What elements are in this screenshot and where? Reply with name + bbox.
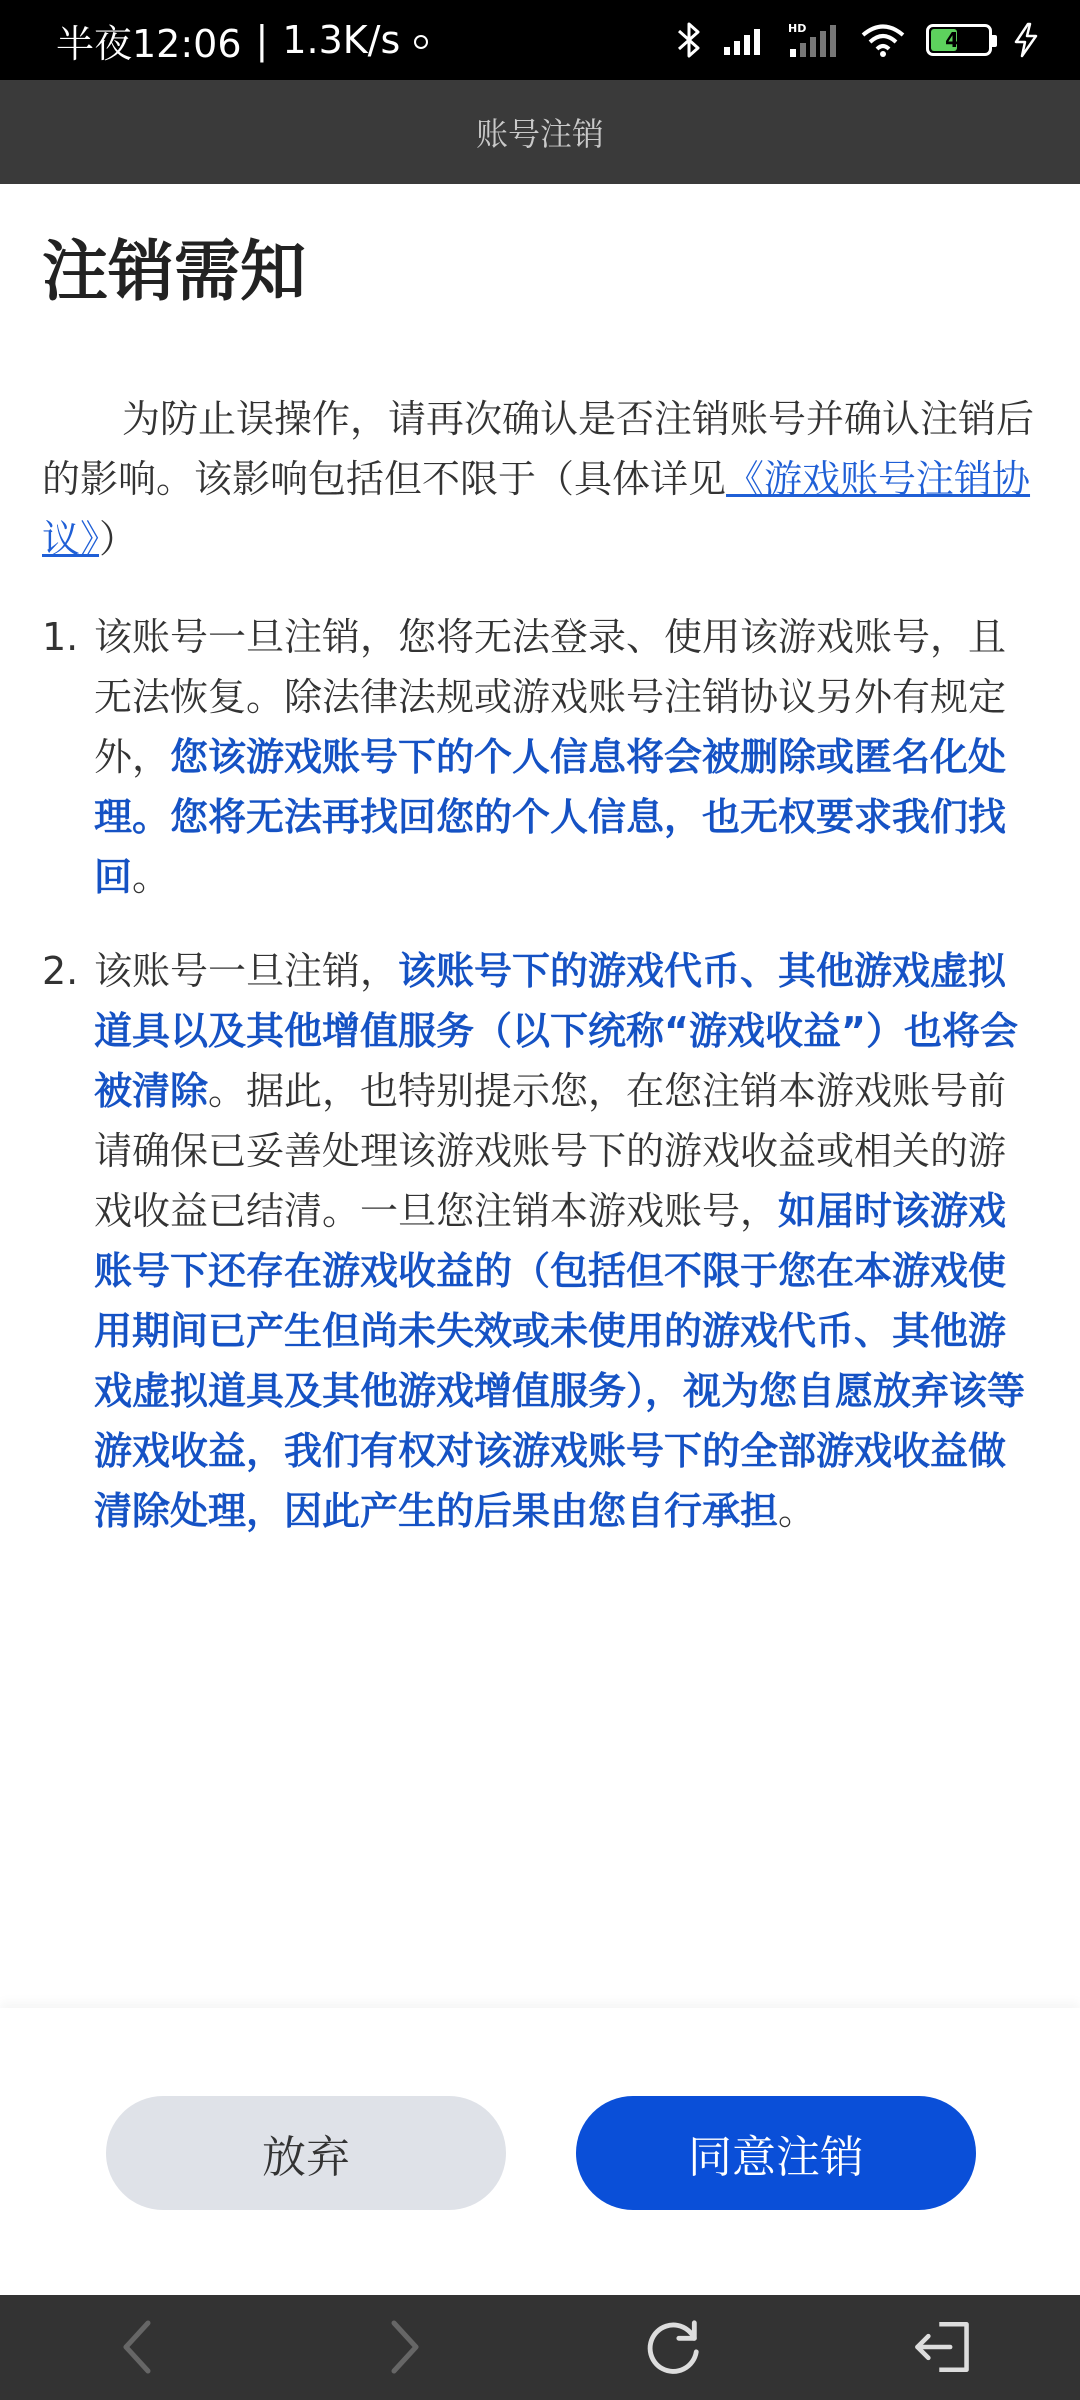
forward-icon[interactable] [376,2317,436,2377]
item-text: 该账号一旦注销， [94,949,399,994]
intro-close: ） [99,517,138,562]
item-text: 该账号一旦注销，您将无法登录、使用该游戏账号，且无法恢复。除法律法规或游戏账号注销协议另外有规定外， [94,615,1007,780]
intro-text: 为防止误操作，请再次确认是否注销账号并确认注销后的影响。该影响包括但不限于（具体详见 [42,397,1035,502]
refresh-icon[interactable] [644,2317,704,2377]
item-end: 。 [778,1489,817,1534]
item-end: 。 [132,855,171,900]
bluetooth-icon [676,21,702,59]
item-highlight: 该账号下的游戏代币、其他游戏虚拟道具以及其他增值服务（以下统称“游戏收益”）也将会被清除 [94,949,1018,1114]
notice-list [42,607,1040,1541]
back-icon[interactable] [106,2317,166,2377]
action-area [0,2008,1080,2295]
status-right [676,21,1040,59]
charging-icon [1012,22,1040,58]
page-title: 账号注销 [475,115,604,153]
battery-icon [926,24,992,56]
svg-text:HD: HD [788,22,807,35]
wifi-icon [860,22,906,58]
confirm-deactivate-button[interactable]: 同意注销 [576,2096,976,2210]
main-content [42,184,1040,1575]
item-number: 1. [42,615,79,660]
status-separator: | [255,18,269,62]
status-time: 半夜12:06 [56,21,242,66]
exit-icon[interactable] [912,2317,972,2377]
title-bar [0,80,1080,184]
item-number: 2. [42,949,79,994]
item-highlight: 如届时该游戏账号下还存在游戏收益的（包括但不限于您在本游戏使用期间已产生但尚未失效或未使用的游戏代币、其他游戏虚拟道具及其他游戏增值服务），视为您自愿放弃该等游戏收益，我们有权对该游戏账号下的全部游戏收益做清除处理，因此产生的后果由您自行承担 [94,1189,1026,1534]
signal-icon [722,23,768,57]
network-speed: 1.3K/s [282,18,401,62]
notice-heading: 注销需知 [42,233,306,310]
intro-paragraph [42,389,1040,569]
status-left [56,13,428,68]
notification-dot-icon [414,35,428,49]
battery-level: 43 [945,28,973,52]
item-highlight: 您该游戏账号下的个人信息将会被删除或匿名化处理。您将无法再找回您的个人信息，也无权要求我们找回 [94,735,1007,900]
agreement-link[interactable]: 《游戏账号注销协议》 [42,457,1031,562]
status-bar [0,0,1080,80]
notice-item [42,941,1040,1541]
notice-item [42,607,1040,907]
item-text: 。据此，也特别提示您，在您注销本游戏账号前请确保已妥善处理该游戏账号下的游戏收益或相关的游戏收益已结清。一旦您注销本游戏账号， [94,1069,1007,1234]
nav-bar [0,2295,1080,2400]
cancel-button[interactable]: 放弃 [106,2096,506,2210]
hd-signal-icon [788,21,840,59]
